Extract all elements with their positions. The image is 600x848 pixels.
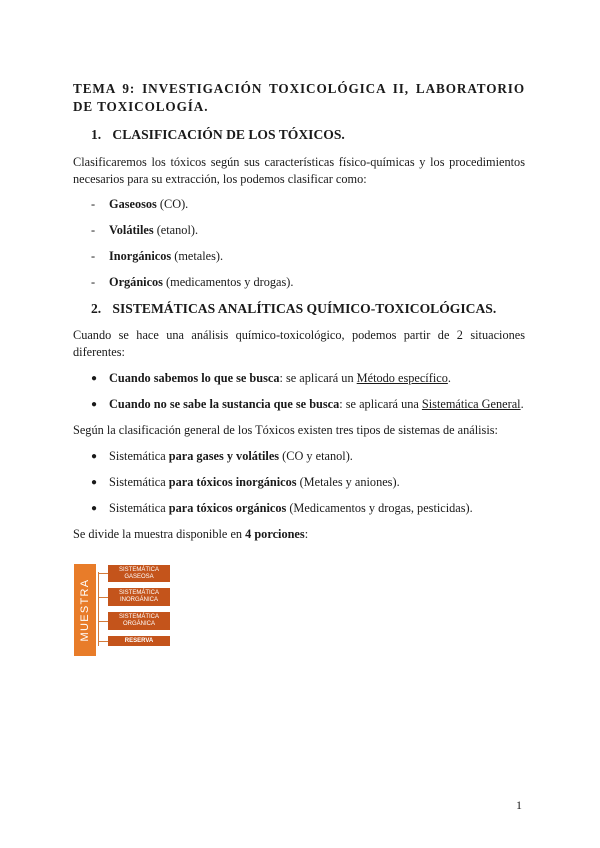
list-item-detail: (medicamentos y drogas). (162, 275, 294, 289)
diagram-box-gaseosa (108, 565, 170, 582)
bullet-icon: ● (91, 399, 98, 410)
list-item-term: Inorgánicos (109, 249, 172, 263)
section-2-intro: Cuando se hace una análisis químico-toxicológico, podemos partir de 2 situaciones diferentes: (73, 328, 525, 359)
diagram-connector (98, 621, 108, 622)
system-detail: (Medicamentos y drogas, pesticidas). (286, 501, 473, 515)
diagram-box-line: RESERVA (124, 637, 154, 644)
diagram-box-line: INORGÁNICA (119, 597, 158, 603)
list-item-detail: (etanol). (153, 223, 199, 237)
system-term: para tóxicos orgánicos (168, 501, 287, 515)
page-number: 1 (516, 798, 522, 812)
diagram-connector (98, 597, 108, 598)
list-item (91, 196, 188, 213)
diagram-box-line: SISTEMÁTICA (118, 590, 159, 597)
section-2-number: 2. (91, 301, 102, 316)
diagram-connector (98, 573, 108, 574)
case-term: Cuando no se sabe la sustancia que se busca (109, 397, 340, 411)
list-marker: - (91, 275, 96, 289)
diagram-connector (98, 572, 99, 646)
list-item-term: Orgánicos (109, 275, 163, 289)
diagram-box-line: ORGÁNICA (122, 621, 155, 627)
diagram-box-organica (108, 612, 170, 630)
diagram-connector (98, 641, 108, 642)
page-title: TEMA 9: INVESTIGACIÓN TOXICOLÓGICA II, LABORATORIO DE TOXICOLOGÍA. (73, 81, 525, 114)
system-detail: (CO y etanol). (279, 449, 353, 463)
list-item (91, 448, 353, 466)
list-item (91, 222, 198, 239)
case-end: . (520, 397, 524, 411)
system-term: para gases y volátiles (168, 449, 280, 463)
system-term: para tóxicos inorgánicos (168, 475, 297, 489)
section-1-number: 1. (91, 127, 102, 142)
list-item-detail: (metales). (171, 249, 224, 263)
system-prefix: Sistemática (109, 501, 169, 515)
bullet-icon: ● (91, 451, 98, 462)
portions-pre: Se divide la muestra disponible en (73, 527, 246, 541)
section-1-title: CLASIFICACIÓN DE LOS TÓXICOS. (112, 127, 345, 142)
list-marker: - (91, 223, 96, 237)
section-1-heading (91, 126, 345, 144)
bullet-icon: ● (91, 373, 98, 384)
list-marker: - (91, 197, 96, 211)
list-marker: - (91, 249, 96, 263)
metodo-especifico-link: Método específico (356, 371, 448, 385)
portions-end: : (304, 527, 309, 541)
sample-division-diagram (74, 564, 170, 656)
case-detail: : se aplicará una (339, 397, 422, 411)
section-2-title: SISTEMÁTICAS ANALÍTICAS QUÍMICO-TOXICOLÓGICAS. (112, 301, 497, 316)
list-item (91, 500, 473, 518)
classification-intro: Según la clasificación general de los Tóxicos existen tres tipos de sistemas de análisis: (73, 423, 498, 437)
case-term: Cuando sabemos lo que se busca (109, 371, 280, 385)
list-item (91, 396, 524, 414)
diagram-box-line: SISTEMÁTICA (118, 566, 159, 573)
diagram-box-reserva (108, 636, 170, 646)
diagram-box-inorganica (108, 588, 170, 606)
sistematica-general-link: Sistemática General (421, 397, 521, 411)
system-prefix: Sistemática (109, 475, 169, 489)
diagram-root-label: MUESTRA (79, 578, 91, 642)
section-2-heading (91, 300, 496, 318)
section-1-intro: Clasificaremos los tóxicos según sus características físico-químicas y los procedimientos necesarios para su extracción, los podemos clasificar como: (73, 155, 525, 186)
portions-sentence (73, 526, 308, 543)
list-item-detail: (CO). (156, 197, 189, 211)
system-prefix: Sistemática (109, 449, 169, 463)
list-item (91, 370, 451, 388)
list-item (91, 274, 293, 291)
diagram-box-line: GASEOSA (124, 573, 154, 580)
case-detail: : se aplicará un (279, 371, 357, 385)
list-item (91, 248, 223, 265)
case-end: . (447, 371, 451, 385)
list-item (91, 474, 400, 492)
list-item-term: Volátiles (109, 223, 154, 237)
list-item-term: Gaseosos (109, 197, 157, 211)
bullet-icon: ● (91, 477, 98, 488)
diagram-root-block (74, 564, 96, 656)
bullet-icon: ● (91, 503, 98, 514)
diagram-box-line: SISTEMÁTICA (118, 614, 159, 621)
portions-term: 4 porciones (245, 527, 305, 541)
system-detail: (Metales y aniones). (296, 475, 400, 489)
